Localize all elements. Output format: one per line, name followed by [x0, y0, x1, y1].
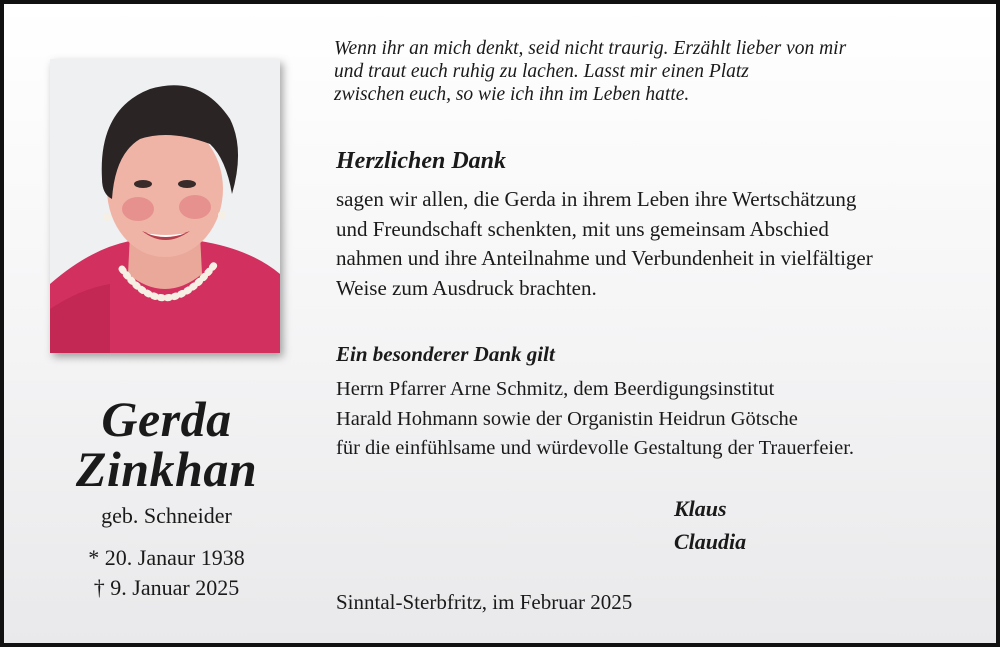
place-and-date: Sinntal-Sterbfritz, im Februar 2025 — [336, 590, 633, 614]
last-name: Zinkhan — [75, 441, 258, 497]
special-thanks-line: für die einfühlsame und würdevolle Gestaltung der Trauerfeier. — [336, 437, 855, 459]
special-thanks-line: Harald Hohmann sowie der Organistin Heidrun Götsche — [336, 407, 798, 430]
quote-line: zwischen euch, so wie ich ihn im Leben hatte. — [334, 84, 690, 105]
maiden-name: geb. Schneider — [101, 503, 232, 528]
thanks-line: nahmen und ihre Anteilnahme und Verbundenheit in vielfältiger — [336, 246, 873, 270]
thanks-text — [336, 185, 976, 303]
signature-claudia: Claudia — [674, 529, 747, 554]
special-thanks-line: Herrn Pfarrer Arne Schmitz, dem Beerdigungsinstitut — [336, 378, 775, 400]
signature-klaus: Klaus — [674, 496, 727, 521]
quote-line: und traut euch ruhig zu lachen. Lasst mir einen Platz — [334, 61, 749, 82]
death-date: † 9. Januar 2025 — [93, 575, 240, 600]
birth-date: * 20. Janaur 1938 — [88, 545, 245, 570]
thanks-line: sagen wir allen, die Gerda in ihrem Leben ihre Wertschätzung — [336, 187, 857, 211]
memorial-quote — [334, 37, 974, 106]
first-name: Gerda — [101, 391, 232, 447]
thanks-line: Weise zum Ausdruck brachten. — [336, 275, 597, 300]
special-thanks-text — [336, 375, 976, 464]
special-thanks-heading: Ein besonderer Dank gilt — [336, 342, 555, 366]
thanks-heading: Herzlichen Dank — [336, 148, 507, 174]
thanks-line: und Freundschaft schenkten, mit uns gemeinsam Abschied — [336, 216, 829, 241]
portrait-photo — [50, 59, 280, 353]
quote-line: Wenn ihr an mich denkt, seid nicht traurig. Erzählt lieber von mir — [334, 38, 847, 59]
portrait-illustration — [50, 59, 280, 353]
